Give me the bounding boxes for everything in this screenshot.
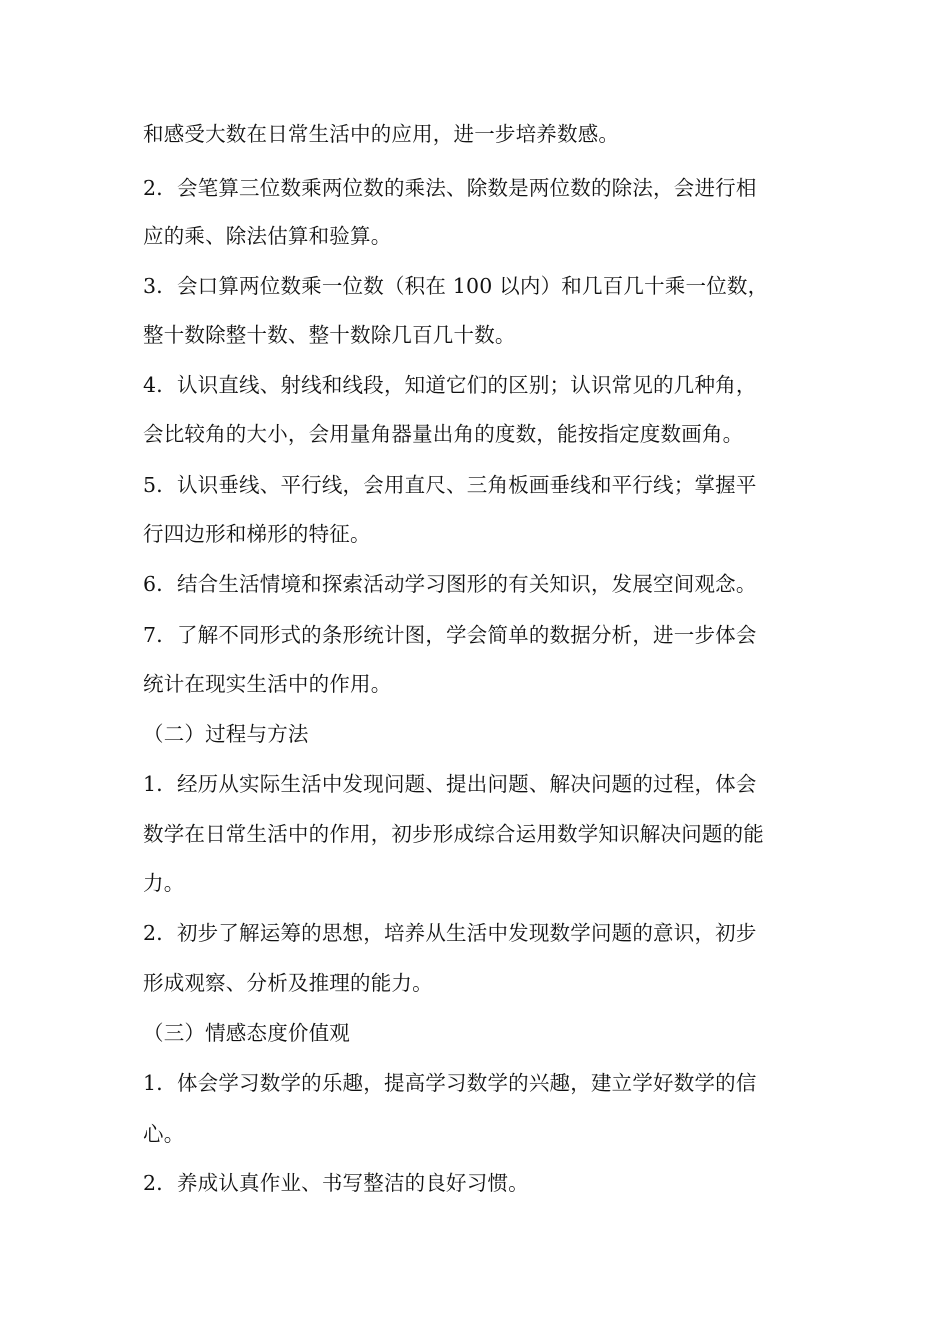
text-line: 2．养成认真作业、书写整洁的良好习惯。 <box>143 1171 529 1195</box>
text-line: 形成观察、分析及推理的能力。 <box>143 971 433 995</box>
text-line: 力。 <box>143 871 185 895</box>
text-line: 会比较角的大小，会用量角器量出角的度数，能按指定度数画角。 <box>143 422 744 446</box>
text-line: 1．经历从实际生活中发现问题、提出问题、解决问题的过程，体会 <box>143 772 757 796</box>
text-line: 4．认识直线、射线和线段，知道它们的区别；认识常见的几种角， <box>143 373 757 397</box>
section-heading: （三）情感态度价值观 <box>143 1021 350 1045</box>
text-line: 6．结合生活情境和探索活动学习图形的有关知识，发展空间观念。 <box>143 572 757 596</box>
text-line: 行四边形和梯形的特征。 <box>143 522 371 546</box>
text-line: 3．会口算两位数乘一位数（积在 100 以内）和几百几十乘一位数， <box>143 274 769 298</box>
text-line: 2．会笔算三位数乘两位数的乘法、除数是两位数的除法，会进行相 <box>143 176 757 200</box>
section-heading: （二）过程与方法 <box>143 722 309 746</box>
text-line: 统计在现实生活中的作用。 <box>143 672 392 696</box>
text-line: 和感受大数在日常生活中的应用，进一步培养数感。 <box>143 122 620 146</box>
text-line: 应的乘、除法估算和验算。 <box>143 224 392 248</box>
text-line: 5．认识垂线、平行线，会用直尺、三角板画垂线和平行线；掌握平 <box>143 473 757 497</box>
text-line: 心。 <box>143 1122 185 1146</box>
text-line: 1．体会学习数学的乐趣，提高学习数学的兴趣，建立学好数学的信 <box>143 1071 757 1095</box>
text-line: 7．了解不同形式的条形统计图，学会简单的数据分析，进一步体会 <box>143 623 757 647</box>
text-line: 整十数除整十数、整十数除几百几十数。 <box>143 323 516 347</box>
text-line: 2．初步了解运筹的思想，培养从生活中发现数学问题的意识，初步 <box>143 921 757 945</box>
text-line: 数学在日常生活中的作用，初步形成综合运用数学知识解决问题的能 <box>143 822 764 846</box>
